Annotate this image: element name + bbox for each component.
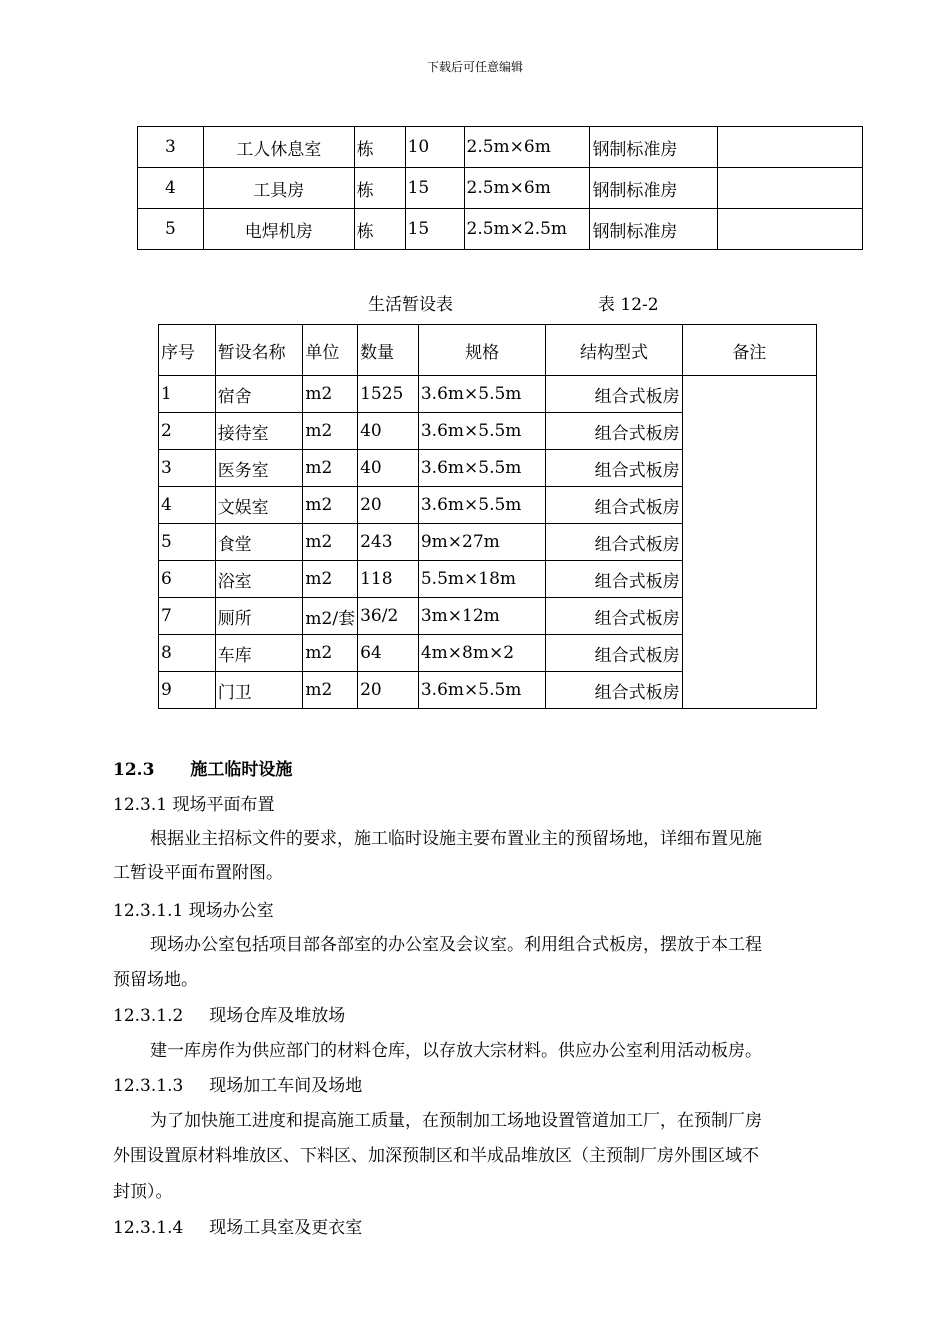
subsection-number: 12.3.1.2: [113, 1006, 184, 1026]
table-cell: 40: [358, 450, 419, 487]
paragraph-line: 现场办公室包括项目部各部室的办公室及会议室。利用组合式板房，摆放于本工程: [150, 935, 762, 955]
table-cell: 5.5m×18m: [418, 561, 546, 598]
table-cell: m2: [303, 561, 358, 598]
table-cell: 组合式板房: [546, 376, 682, 413]
column-header: 结构型式: [546, 325, 682, 376]
table-cell: 5: [159, 524, 216, 561]
table-cell: 36/2: [358, 598, 419, 635]
table-cell: 组合式板房: [546, 450, 682, 487]
table-cell: 车库: [215, 635, 303, 672]
table-cell: 工具房: [203, 168, 354, 209]
table-cell: 栋: [354, 127, 405, 168]
table-cell: 40: [358, 413, 419, 450]
table-cell: 2: [159, 413, 216, 450]
subsection-title: 现场工具室及更衣室: [209, 1218, 363, 1238]
table-cell: 组合式板房: [546, 561, 682, 598]
table-cell: 文娱室: [215, 487, 303, 524]
table-cell: 栋: [354, 168, 405, 209]
subsection-heading: [113, 1213, 362, 1238]
table-cell: [718, 209, 863, 250]
table-cell: 3: [138, 127, 204, 168]
subsection-title: 现场加工车间及场地: [209, 1076, 363, 1096]
table-cell: 7: [159, 598, 216, 635]
header-note: 下载后可任意编辑: [426, 60, 523, 74]
table-cell: 组合式板房: [546, 598, 682, 635]
subsection-number: 12.3.1.3: [113, 1076, 184, 1096]
table-cell: m2: [303, 672, 358, 709]
table-cell: 64: [358, 635, 419, 672]
column-header: 规格: [418, 325, 546, 376]
paragraph-line: 工暂设平面布置附图。: [113, 863, 283, 883]
table-cell: 厕所: [215, 598, 303, 635]
table-cell: 栋: [354, 209, 405, 250]
table-cell: 3.6m×5.5m: [418, 672, 546, 709]
table-cell: 3m×12m: [418, 598, 546, 635]
table-cell: m2: [303, 635, 358, 672]
table-cell: 3: [159, 450, 216, 487]
paragraph-line: 为了加快施工进度和提高施工质量，在预制加工场地设置管道加工厂，在预制厂房: [150, 1111, 762, 1131]
table-row: [138, 127, 863, 168]
column-header: 单位: [303, 325, 358, 376]
paragraph-line: 外围设置原材料堆放区、下料区、加深预制区和半成品堆放区（主预制厂房外围区域不: [113, 1146, 759, 1166]
subsection-heading: 12.3.1 现场平面布置: [113, 795, 275, 815]
facility-table-continued: [137, 126, 863, 250]
table-cell: 6: [159, 561, 216, 598]
table-cell: 243: [358, 524, 419, 561]
table-cell: m2/套: [303, 598, 358, 635]
table-cell: m2: [303, 487, 358, 524]
table-cell: m2: [303, 376, 358, 413]
table-cell: 4: [138, 168, 204, 209]
living-facility-table: [158, 324, 817, 709]
table-cell: 组合式板房: [546, 672, 682, 709]
table-cell: 浴室: [215, 561, 303, 598]
table-cell: 2.5m×2.5m: [464, 209, 590, 250]
table-cell: 3.6m×5.5m: [418, 450, 546, 487]
table-cell: 15: [405, 209, 464, 250]
subsection-heading: [113, 1071, 362, 1096]
table-cell: 钢制标准房: [590, 127, 718, 168]
table-cell: 2.5m×6m: [464, 127, 590, 168]
table-cell: 组合式板房: [546, 487, 682, 524]
table-cell: 宿舍: [215, 376, 303, 413]
table-cell: 医务室: [215, 450, 303, 487]
table-cell: 20: [358, 487, 419, 524]
table-cell: 钢制标准房: [590, 209, 718, 250]
table-cell: [718, 127, 863, 168]
table-cell: 9: [159, 672, 216, 709]
table-cell: 3.6m×5.5m: [418, 376, 546, 413]
table-cell: 食堂: [215, 524, 303, 561]
table-cell: 门卫: [215, 672, 303, 709]
table-cell: m2: [303, 450, 358, 487]
table-cell: 3.6m×5.5m: [418, 413, 546, 450]
table-cell: m2: [303, 413, 358, 450]
table-row: [138, 209, 863, 250]
section-number: 12.3: [113, 760, 155, 780]
column-header: 暂设名称: [215, 325, 303, 376]
subsection-title: 现场仓库及堆放场: [209, 1006, 346, 1026]
column-header: 数量: [358, 325, 419, 376]
table-cell: 8: [159, 635, 216, 672]
table-header-row: [159, 325, 817, 376]
paragraph-line: 预留场地。: [113, 970, 198, 990]
table-cell: 1: [159, 376, 216, 413]
table-cell: 组合式板房: [546, 413, 682, 450]
paragraph-line: 根据业主招标文件的要求，施工临时设施主要布置业主的预留场地，详细布置见施: [150, 829, 762, 849]
remarks-cell: [682, 376, 816, 709]
table-cell: 9m×27m: [418, 524, 546, 561]
subsection-heading: 12.3.1.1 现场办公室: [113, 901, 274, 921]
table-row: [138, 168, 863, 209]
table-cell: 20: [358, 672, 419, 709]
table-caption: 生活暂设表: [368, 295, 453, 315]
table-cell: 4m×8m×2: [418, 635, 546, 672]
table-cell: 工人休息室: [203, 127, 354, 168]
table-cell: 组合式板房: [546, 524, 682, 561]
table-cell: 1525: [358, 376, 419, 413]
section-title: 施工临时设施: [190, 760, 293, 780]
section-heading: [113, 755, 292, 780]
table-number: 表 12-2: [598, 295, 659, 315]
table-row: [159, 376, 817, 413]
table-cell: 组合式板房: [546, 635, 682, 672]
table-cell: 5: [138, 209, 204, 250]
column-header: 备注: [682, 325, 816, 376]
column-header: 序号: [159, 325, 216, 376]
table-cell: 118: [358, 561, 419, 598]
subsection-number: 12.3.1.4: [113, 1218, 184, 1238]
table-cell: 15: [405, 168, 464, 209]
table-cell: 4: [159, 487, 216, 524]
table-cell: 接待室: [215, 413, 303, 450]
table-cell: 2.5m×6m: [464, 168, 590, 209]
table-cell: [718, 168, 863, 209]
paragraph-line: 建一库房作为供应部门的材料仓库，以存放大宗材料。供应办公室利用活动板房。: [150, 1041, 762, 1061]
table-cell: 10: [405, 127, 464, 168]
table-cell: m2: [303, 524, 358, 561]
table-cell: 电焊机房: [203, 209, 354, 250]
subsection-heading: [113, 1001, 345, 1026]
table-cell: 钢制标准房: [590, 168, 718, 209]
paragraph-line: 封顶）。: [113, 1182, 173, 1202]
table-cell: 3.6m×5.5m: [418, 487, 546, 524]
